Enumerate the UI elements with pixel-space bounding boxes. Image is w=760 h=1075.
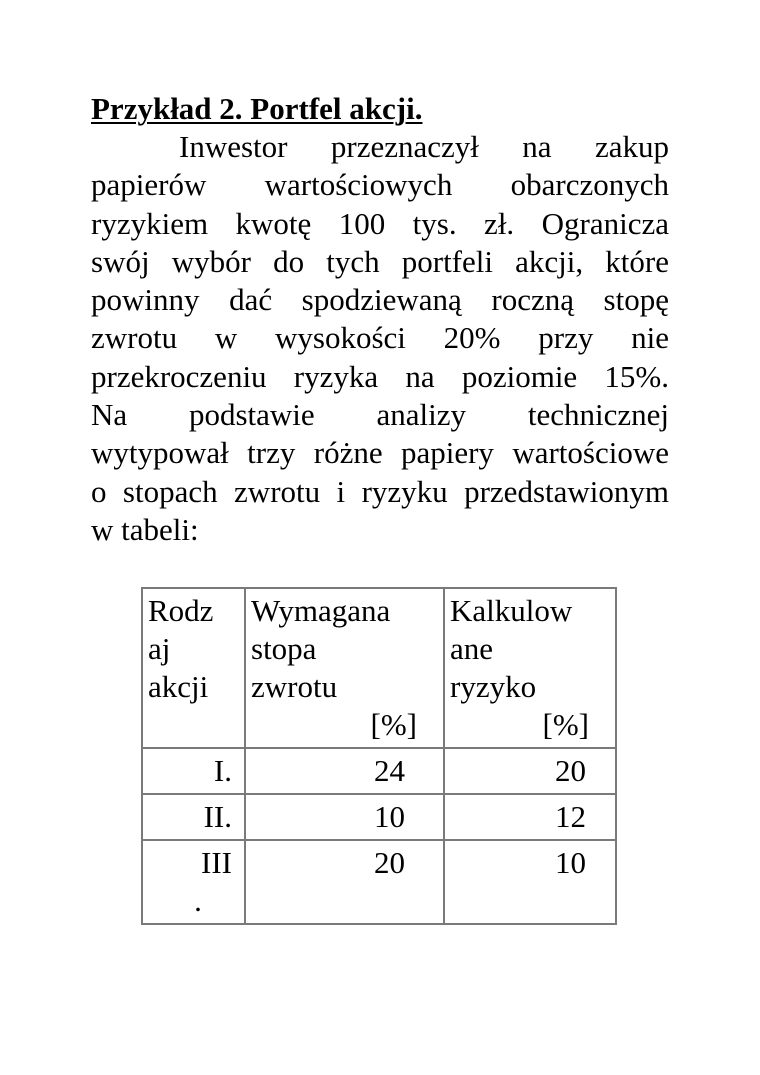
paragraph-line: powinny dać spodziewaną roczną stopę: [91, 282, 669, 318]
paragraph-line: o stopach zwrotu i ryzyku przedstawionym: [91, 473, 669, 509]
cell-stock-type: I.: [142, 748, 245, 794]
header-calculated-risk: Kalkulow ane ryzyko [%]: [444, 588, 616, 748]
table-row: [142, 794, 616, 840]
paragraph-line: w tabeli:: [91, 511, 199, 547]
header-required-return: Wymagana stopa zwrotu [%]: [245, 588, 444, 748]
cell-risk: 10: [444, 840, 616, 924]
paragraph-line: przekroczeniu ryzyka na poziomie 15%.: [91, 358, 669, 394]
stocks-table: [141, 587, 617, 925]
paragraph-line: wytypował trzy różne papiery wartościowe: [91, 435, 669, 471]
table-row: [142, 840, 616, 924]
paragraph-line: swój wybór do tych portfeli akcji, które: [91, 243, 669, 279]
table-row: [142, 748, 616, 794]
cell-stock-type: II.: [142, 794, 245, 840]
cell-stock-type: III .: [142, 840, 245, 924]
example-heading: Przykład 2. Portfel akcji.: [91, 91, 423, 126]
paragraph-line: ryzykiem kwotę 100 tys. zł. Ogranicza: [91, 205, 669, 241]
problem-paragraph: [91, 128, 669, 549]
cell-risk: 12: [444, 794, 616, 840]
header-stock-type: Rodz aj akcji: [142, 588, 245, 748]
cell-return: 24: [245, 748, 444, 794]
paragraph-line: zwrotu w wysokości 20% przy nie: [91, 320, 669, 356]
paragraph-line: Na podstawie analizy technicznej: [91, 397, 669, 433]
cell-risk: 20: [444, 748, 616, 794]
cell-return: 20: [245, 840, 444, 924]
paragraph-line: Inwestor przeznaczył na zakup: [179, 129, 669, 164]
document-body: [91, 90, 669, 549]
paragraph-line: papierów wartościowych obarczonych: [91, 167, 669, 203]
cell-return: 10: [245, 794, 444, 840]
table-header-row: [142, 588, 616, 748]
